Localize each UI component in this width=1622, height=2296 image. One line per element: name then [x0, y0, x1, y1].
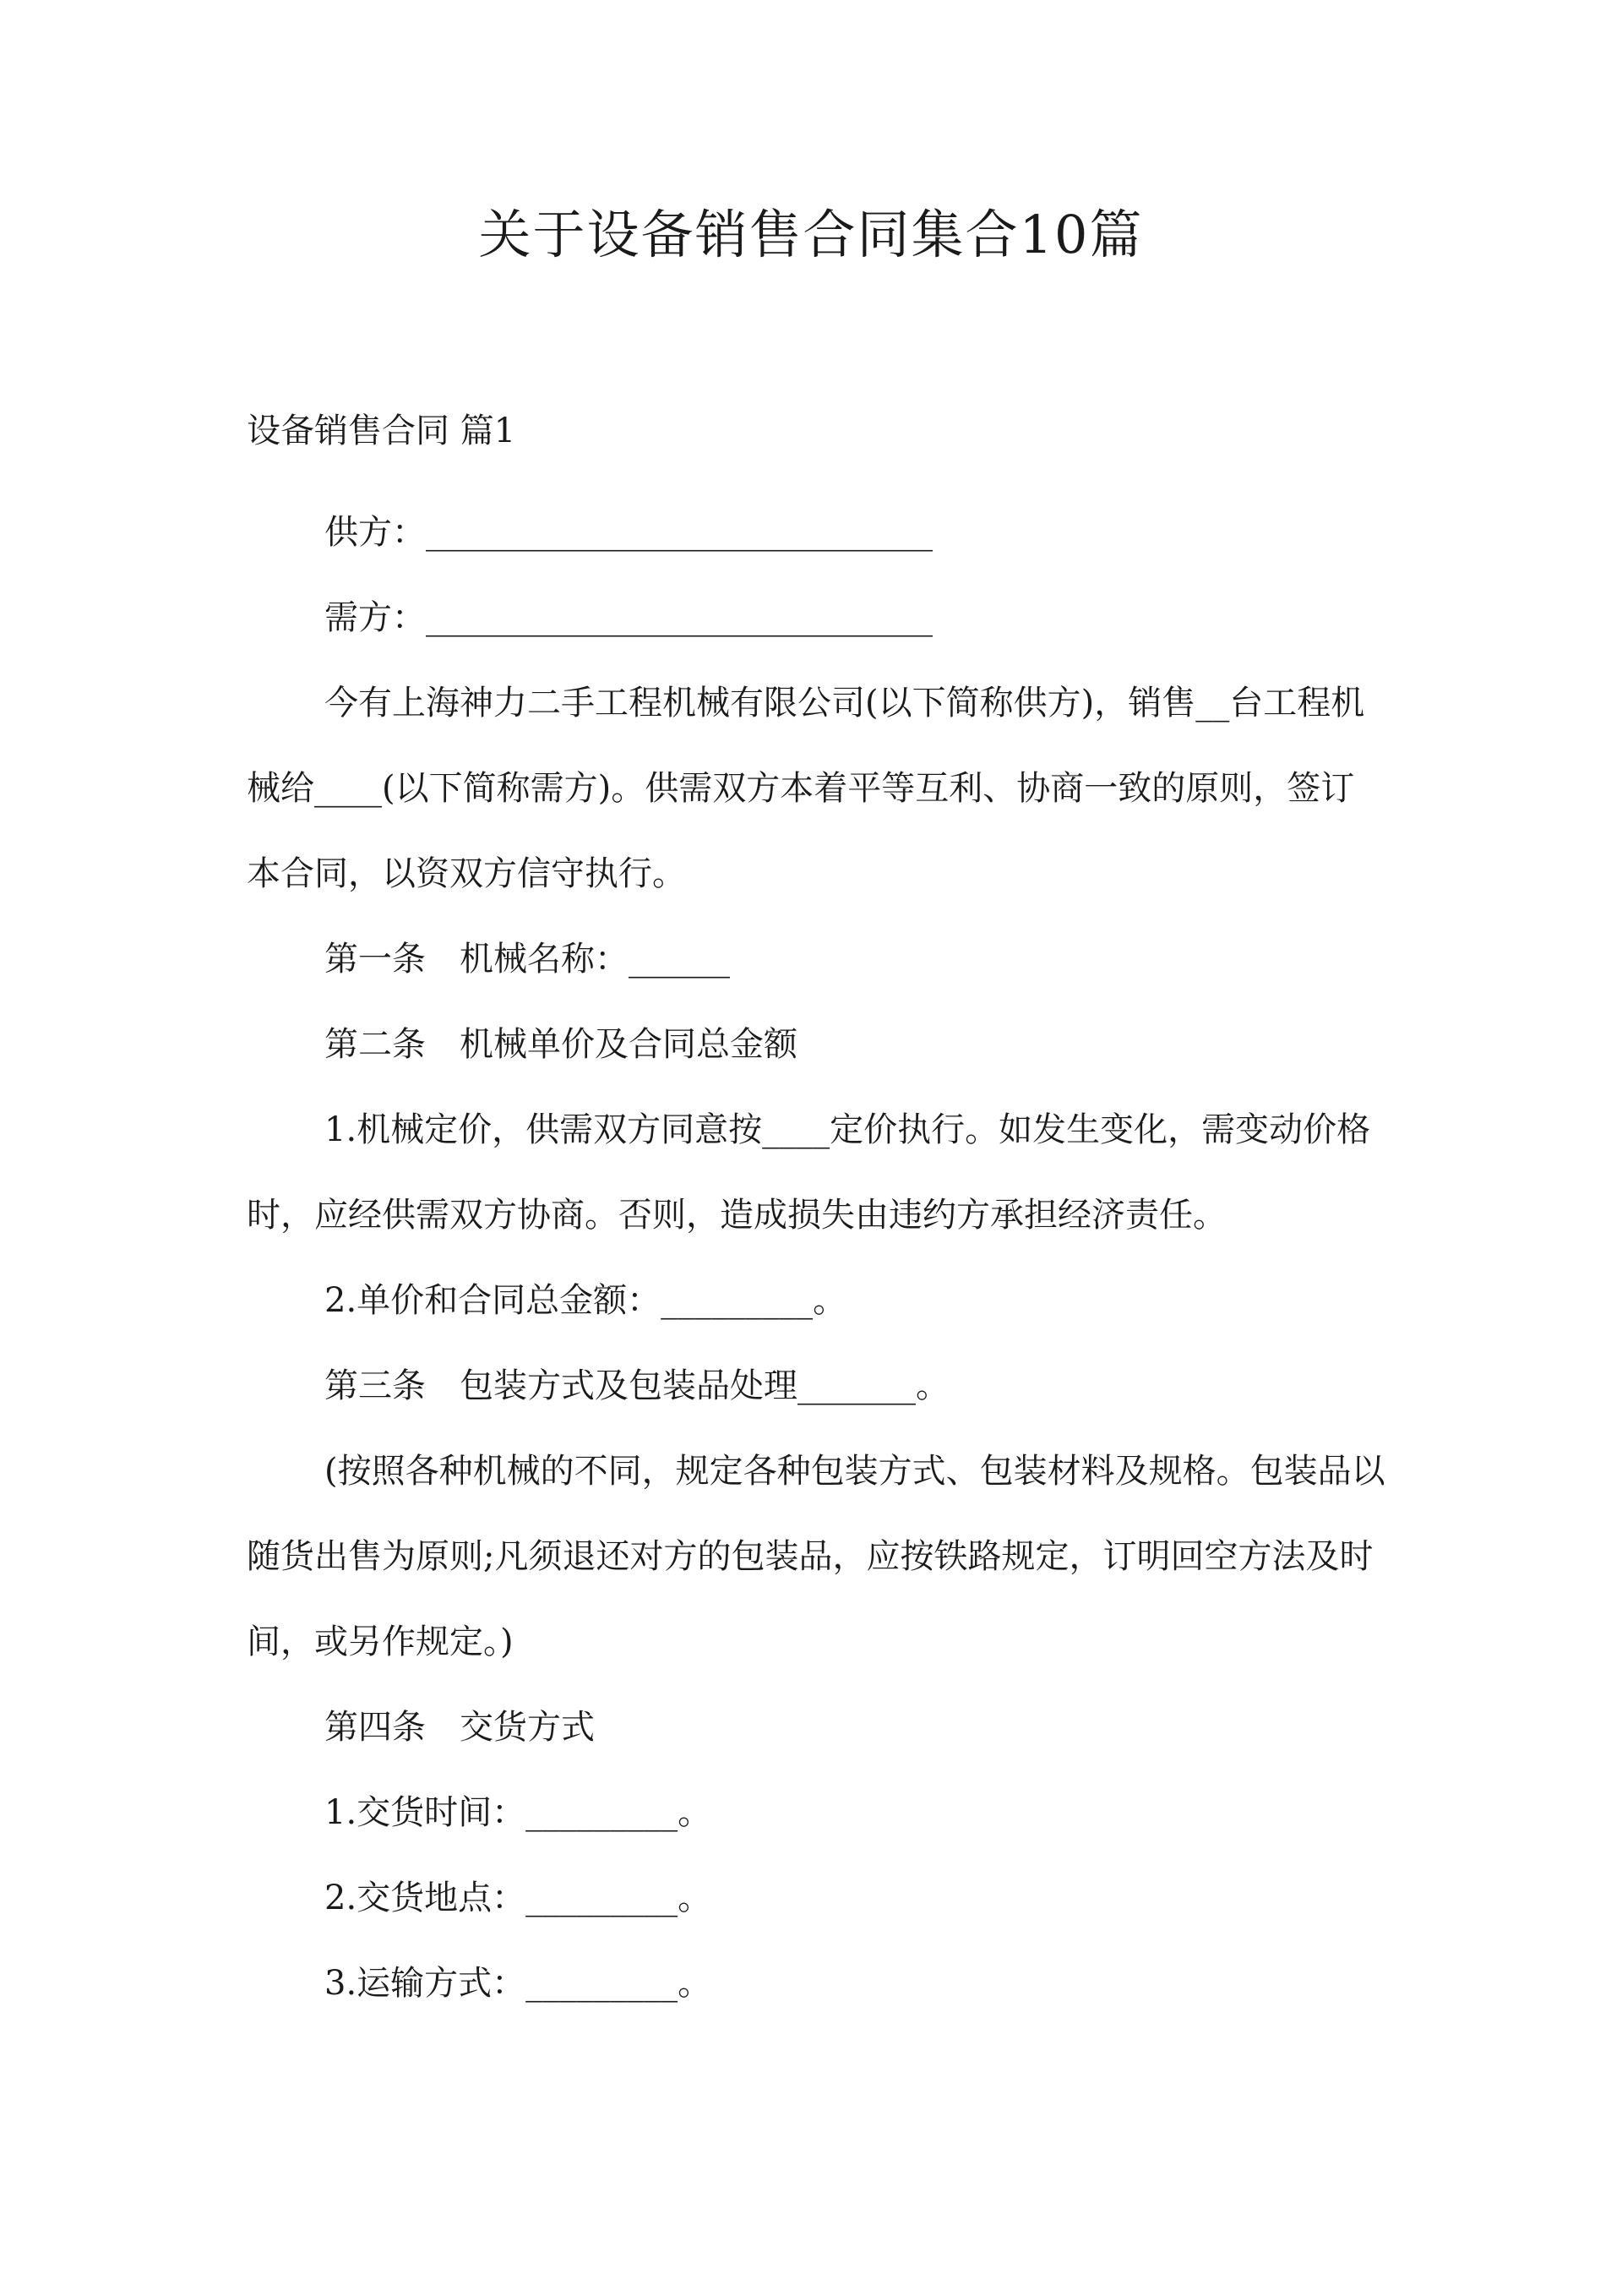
article-2-item-1: 1.机械定价，供需双方同意按____定价执行。如发生变化，需变动价格时，应经供需双方协商。否则，造成损失由违约方承担经济责任。 [247, 1110, 1371, 1235]
buyer-line: 需方：______________________________ [324, 598, 933, 637]
article-3-note: (按照各种机械的不同，规定各种包装方式、包装材料及规格。包装品以随货出售为原则;凡须退还对方的包装品，应按铁路规定，订明回空方法及时间，或另作规定。) [247, 1452, 1385, 1661]
article-4-item-2: 2.交货地点：_________。 [324, 1879, 712, 1917]
article-4-item-3: 3.运输方式：_________。 [324, 1964, 712, 2003]
article-1: 第一条 机械名称：______ [324, 940, 730, 979]
article-4-heading: 第四条 交货方式 [324, 1708, 595, 1747]
article-3: 第三条 包装方式及包装品处理_______。 [324, 1366, 950, 1405]
contract-body [247, 490, 1387, 2026]
article-4-item-1: 1.交货时间：_________。 [324, 1793, 712, 1832]
document-title: 关于设备销售合同集合10篇 [478, 204, 1144, 265]
preamble-paragraph: 今有上海神力二手工程机械有限公司(以下简称供方)，销售__台工程机械给____(以下简称需方)。供需双方本着平等互利、协商一致的原则，签订本合同，以资双方信守执行。 [247, 684, 1365, 893]
article-2-heading: 第二条 机械单价及合同总金额 [324, 1025, 797, 1064]
section-heading: 设备销售合同 篇1 [247, 412, 516, 450]
supplier-line: 供方：______________________________ [324, 513, 933, 552]
article-2-item-2: 2.单价和合同总金额：_________。 [324, 1281, 847, 1320]
